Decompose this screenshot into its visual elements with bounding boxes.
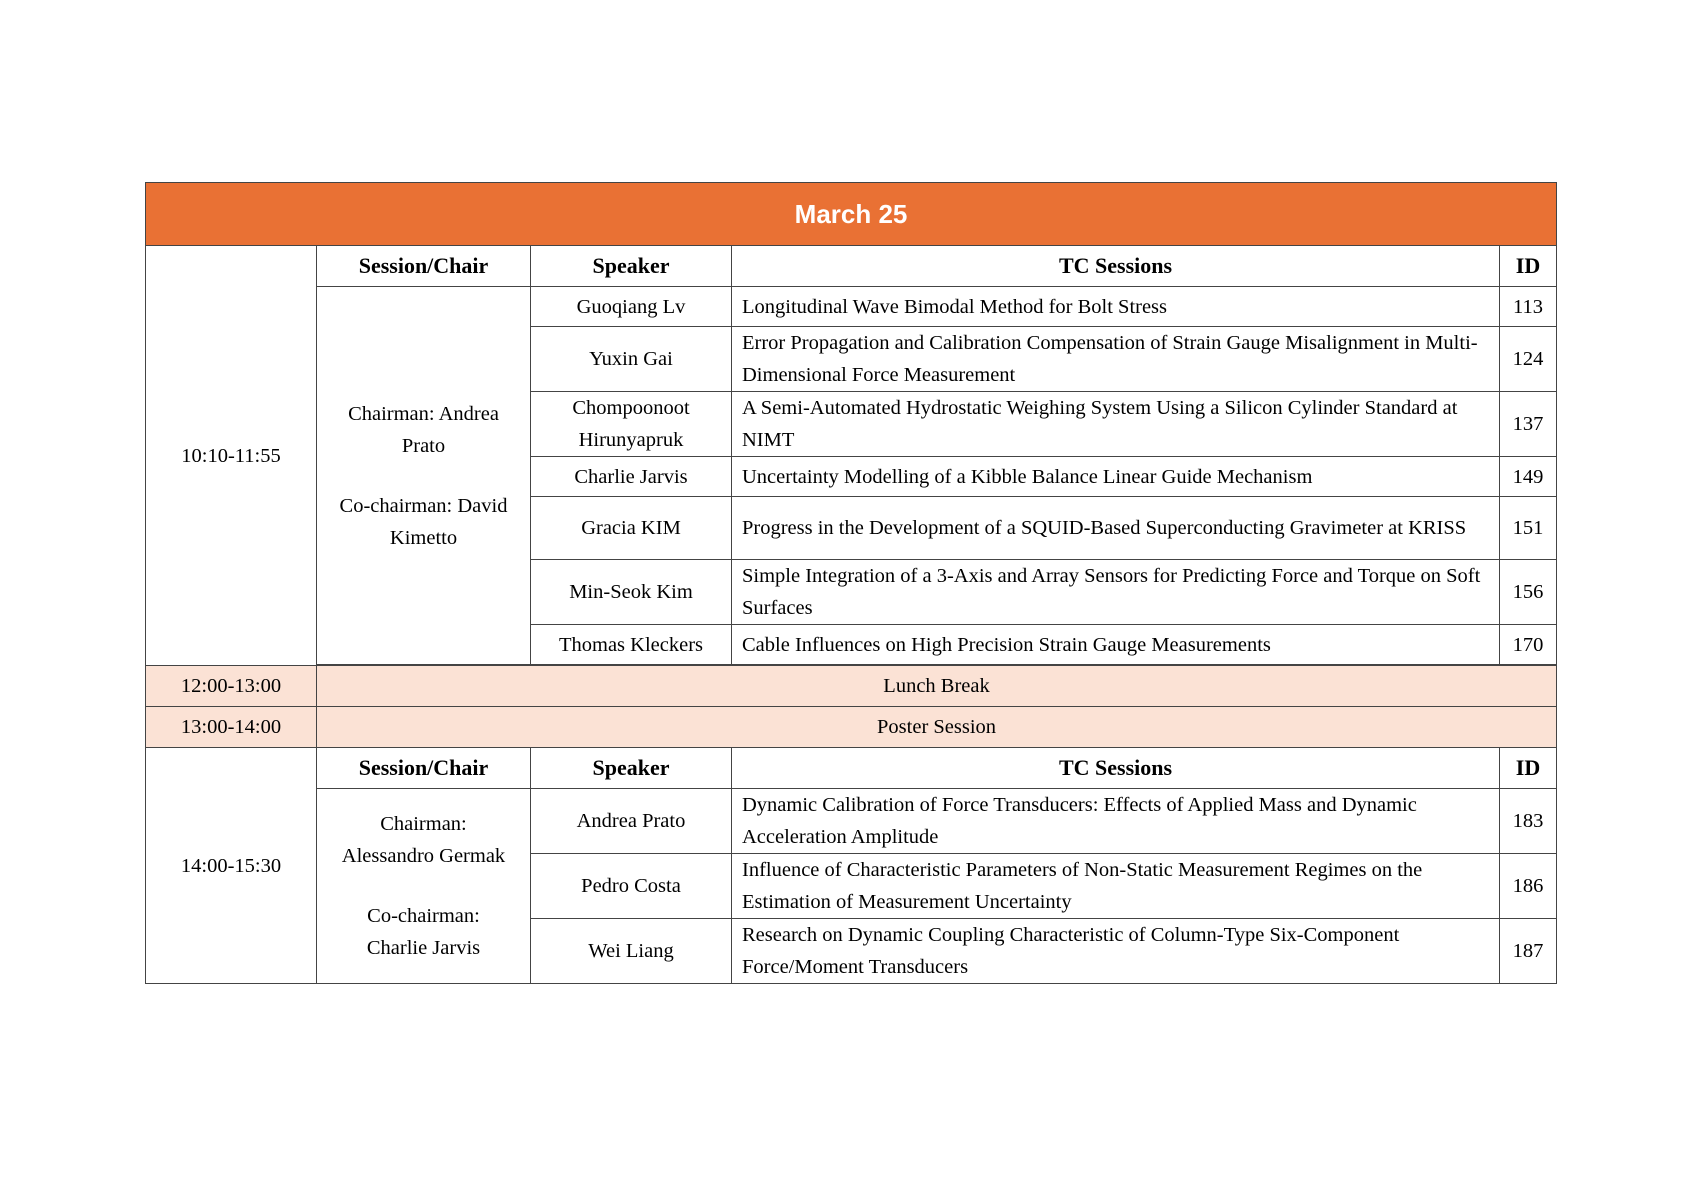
speaker-cell: Pedro Costa <box>531 854 732 919</box>
chairman-line: Chairman: Andrea <box>348 402 499 425</box>
header-id: ID <box>1500 748 1557 789</box>
break-label: Poster Session <box>317 707 1557 748</box>
header-speaker: Speaker <box>531 246 732 287</box>
paper-id-cell: 113 <box>1500 287 1557 327</box>
speaker-cell: Yuxin Gai <box>531 327 732 392</box>
speaker-cell: Charlie Jarvis <box>531 457 732 497</box>
paper-id-cell: 124 <box>1500 327 1557 392</box>
session1-chair <box>317 287 531 665</box>
cochairman-line: Co-chairman: David <box>339 494 508 517</box>
header-session-chair: Session/Chair <box>317 246 531 287</box>
paper-title-cell: Error Propagation and Calibration Compensation of Strain Gauge Misalignment in Multi-Dimensional Force Measurement <box>732 327 1500 392</box>
break-row-poster <box>146 707 1557 748</box>
header-id: ID <box>1500 246 1557 287</box>
session2-header-row <box>146 748 1557 789</box>
speaker-cell: Thomas Kleckers <box>531 625 732 665</box>
session1-time: 10:10-11:55 <box>146 246 317 666</box>
table-row <box>146 287 1557 327</box>
table-row <box>146 789 1557 854</box>
date-title: March 25 <box>146 183 1557 246</box>
break-time: 13:00-14:00 <box>146 707 317 748</box>
chairman-line: Prato <box>401 434 446 457</box>
header-session-chair: Session/Chair <box>317 748 531 789</box>
break-label: Lunch Break <box>317 666 1557 707</box>
header-tc-sessions: TC Sessions <box>732 246 1500 287</box>
session1-header-row <box>146 246 1557 287</box>
speaker-cell: Gracia KIM <box>531 497 732 560</box>
chairman-line: Alessandro Germak <box>341 845 506 867</box>
paper-title-cell: Influence of Characteristic Parameters of Non-Static Measurement Regimes on the Estimation of Measurement Uncertainty <box>732 854 1500 919</box>
paper-id-cell: 149 <box>1500 457 1557 497</box>
paper-id-cell: 183 <box>1500 789 1557 854</box>
paper-title-cell: Simple Integration of a 3-Axis and Array Sensors for Predicting Force and Torque on Soft Surfaces <box>732 560 1500 625</box>
speaker-cell: Andrea Prato <box>531 789 732 854</box>
speaker-cell: Chompoonoot Hirunyapruk <box>531 392 732 457</box>
paper-id-cell: 187 <box>1500 919 1557 984</box>
paper-id-cell: 186 <box>1500 854 1557 919</box>
paper-title-cell: Longitudinal Wave Bimodal Method for Bolt Stress <box>732 287 1500 327</box>
break-row-lunch <box>146 666 1557 707</box>
cochairman-line: Kimetto <box>389 526 458 549</box>
paper-title-cell: Progress in the Development of a SQUID-Based Superconducting Gravimeter at KRISS <box>732 497 1500 560</box>
paper-id-cell: 137 <box>1500 392 1557 457</box>
paper-title-cell: Research on Dynamic Coupling Characteristic of Column-Type Six-Component Force/Moment Transducers <box>732 919 1500 984</box>
chairman-line: Chairman: <box>380 813 467 835</box>
session2-chair <box>317 789 531 984</box>
session2-time: 14:00-15:30 <box>146 748 317 984</box>
paper-title-cell: A Semi-Automated Hydrostatic Weighing System Using a Silicon Cylinder Standard at NIMT <box>732 392 1500 457</box>
paper-id-cell: 151 <box>1500 497 1557 560</box>
paper-title-cell: Dynamic Calibration of Force Transducers: Effects of Applied Mass and Dynamic Acceleration Amplitude <box>732 789 1500 854</box>
break-time: 12:00-13:00 <box>146 666 317 707</box>
speaker-cell: Min-Seok Kim <box>531 560 732 625</box>
paper-title-cell: Cable Influences on High Precision Strain Gauge Measurements <box>732 625 1500 665</box>
header-tc-sessions: TC Sessions <box>732 748 1500 789</box>
speaker-cell: Guoqiang Lv <box>531 287 732 327</box>
cochairman-line: Charlie Jarvis <box>366 937 481 959</box>
cochairman-line: Co-chairman: <box>367 905 480 927</box>
speaker-cell: Wei Liang <box>531 919 732 984</box>
paper-title-cell: Uncertainty Modelling of a Kibble Balance Linear Guide Mechanism <box>732 457 1500 497</box>
header-speaker: Speaker <box>531 748 732 789</box>
paper-id-cell: 156 <box>1500 560 1557 625</box>
paper-id-cell: 170 <box>1500 625 1557 665</box>
schedule-table <box>145 182 1557 984</box>
